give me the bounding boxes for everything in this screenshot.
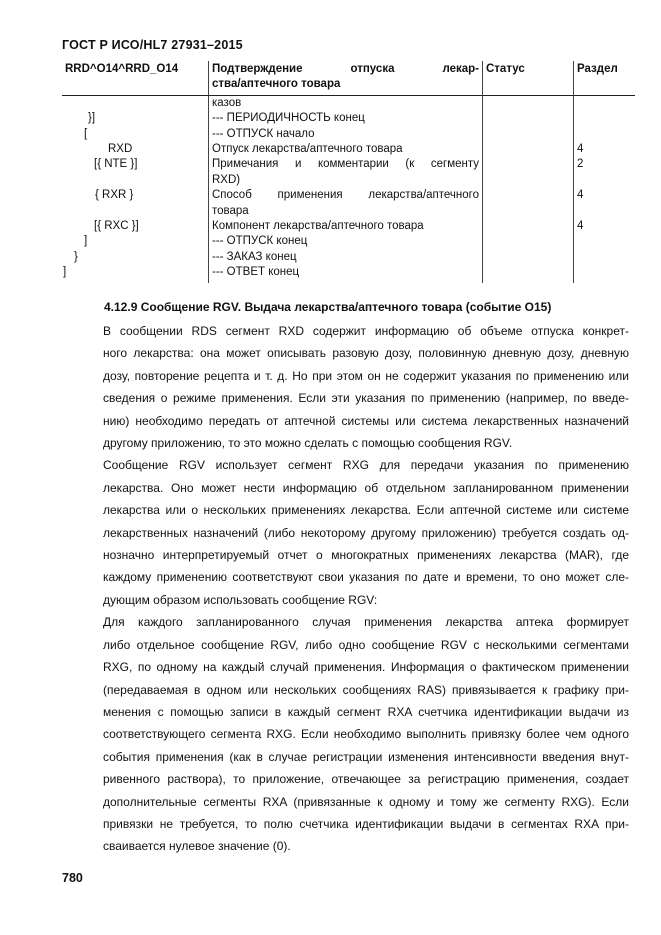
page-number: 780 — [62, 871, 83, 885]
description-cell: --- ОТПУСК начало — [209, 127, 483, 142]
text-line: лекарства или о нескольких применениях лекарства. Если аптечной системе или системе — [103, 503, 629, 518]
section-cell — [574, 265, 636, 282]
status-cell — [483, 265, 574, 282]
section-cell — [574, 111, 636, 126]
text-line: Сообщение RGV использует сегмент RXG для передачи указания по применению — [103, 458, 629, 473]
text-line: соответствующего сегмента RXG. Если необходимо выполнить привязку более чем одного — [103, 727, 629, 742]
section-heading: 4.12.9 Сообщение RGV. Выдача лекарства/аптечного товара (событие О15) — [104, 300, 552, 314]
status-cell — [483, 127, 574, 142]
text-line: либо отдельное сообщение RGV, либо одно сообщение RGV с несколькими сегментами — [103, 637, 629, 652]
text-line: нию) необходимо передать от аптечной системы или система лекарственных назначений — [103, 413, 629, 428]
text-line: лекарственных назначений (либо некоторому другому приложению) требуется создать од- — [103, 525, 629, 540]
segment-cell: [ — [84, 127, 88, 140]
column-header-status: Статус — [483, 61, 574, 95]
text-line: каждому применению соответствуют свои указания по дате и времени, то оно может сле- — [103, 570, 629, 585]
table-row — [62, 111, 635, 126]
column-header-description-line: Подтверждение отпуска лекар- — [212, 63, 479, 75]
description-cell: --- ОТВЕТ конец — [209, 265, 483, 282]
text-line: лекарства. Оно может нести информацию об отдельном запланированном применении — [103, 480, 629, 495]
table-row — [62, 265, 635, 282]
section-cell: 2 — [574, 157, 636, 188]
column-header-section: Раздел — [574, 61, 636, 95]
column-header-segment: RRD^O14^RRD_O14 — [62, 61, 209, 95]
text-line: RXG, по одному на каждый случай применения. Информация о фактическом применении — [103, 660, 629, 675]
text-line: менения с помощью записи в каждый сегмент RXA счетчика идентификации выдачи из — [103, 704, 629, 719]
text-line: дующим образом использовать сообщение RGV: — [103, 592, 378, 607]
table-row — [62, 234, 635, 249]
status-cell — [483, 250, 574, 265]
section-cell: 4 — [574, 142, 636, 157]
text-line: нозначно интерпретируемый отчет о многократных применениях лекарства (MAR), где — [103, 548, 629, 563]
segment-cell: }] — [88, 112, 96, 125]
description-line: RXD) — [212, 173, 241, 186]
text-line: ного лекарства: она может описывать разовую дозу, половинную дневную дозу, дневную — [103, 346, 629, 361]
column-header-description — [209, 61, 483, 95]
paragraph — [62, 320, 629, 454]
description-cell: Компонент лекарства/аптечного товара — [209, 219, 483, 234]
description-cell: казов — [209, 95, 483, 111]
description-cell: Отпуск лекарства/аптечного товара — [209, 142, 483, 157]
text-line: (передаваемая в одном или нескольких сообщениях RAS) привязывается к графику при- — [103, 682, 629, 697]
description-cell: --- ОТПУСК конец — [209, 234, 483, 249]
text-line: привязки не требуется, то полю счетчика идентификации выдачи в сегментах RXA при- — [103, 816, 629, 831]
column-header-description-line: ства/аптечного товара — [212, 78, 341, 91]
text-line: сваивается нулевое значение (0). — [103, 839, 291, 854]
status-cell — [483, 219, 574, 234]
status-cell — [483, 142, 574, 157]
section-cell: 4 — [574, 219, 636, 234]
text-line: Для каждого запланированного случая применения лекарства аптека формирует — [103, 615, 629, 630]
status-cell — [483, 188, 574, 219]
table-row — [62, 219, 635, 234]
text-line: дополнительные сегменты RXA (привязанные к одному и тому же сегменту RXG). Если — [103, 794, 629, 809]
table-row — [62, 127, 635, 142]
table-header-row — [62, 61, 635, 95]
text-line: другому приложению, то это можно сделать с помощью сообщения RGV. — [103, 436, 513, 451]
description-cell: --- ПЕРИОДИЧНОСТЬ конец — [209, 111, 483, 126]
table-row — [62, 142, 635, 157]
description-cell — [209, 157, 483, 188]
text-line: события применения (как в случае регистрации изменения интенсивности введения внут- — [103, 749, 629, 764]
section-cell — [574, 250, 636, 265]
text-line: В сообщении RDS сегмент RXD содержит информацию об объеме отпуска конкрет- — [103, 324, 629, 338]
table-row — [62, 250, 635, 265]
description-cell — [209, 188, 483, 219]
section-cell — [574, 95, 636, 111]
segment-cell: { RXR } — [95, 189, 134, 202]
status-cell — [483, 157, 574, 188]
document-title: ГОСТ Р ИСО/HL7 27931–2015 — [62, 38, 243, 52]
body-text — [62, 320, 629, 858]
segment-cell: RXD — [108, 143, 133, 156]
status-cell — [483, 234, 574, 249]
description-line: Примечания и комментарии (к сегменту — [212, 158, 479, 171]
description-line: Способ применения лекарства/аптечного — [212, 189, 479, 202]
section-cell — [574, 234, 636, 249]
paragraph — [62, 454, 629, 611]
segment-cell: ] — [84, 235, 88, 248]
text-line: ривенного раствора), то приложение, отвечающее за регистрацию применения, создает — [103, 772, 629, 787]
segment-cell: } — [74, 250, 78, 263]
text-line: дозу, повторение рецепта и т. д. Но при этом он не содержит указания по применению или — [103, 368, 629, 383]
description-cell: --- ЗАКАЗ конец — [209, 250, 483, 265]
description-line: товара — [212, 204, 249, 217]
segment-cell: [{ NTE }] — [94, 158, 138, 171]
paragraph — [62, 611, 629, 857]
segment-cell: [{ RXC }] — [94, 220, 139, 233]
segment-cell — [62, 95, 209, 111]
status-cell — [483, 111, 574, 126]
section-cell: 4 — [574, 188, 636, 219]
section-cell — [574, 127, 636, 142]
text-line: сведения о режиме применения. Если эти указания по применению (например, по введе- — [103, 391, 629, 406]
segment-cell: ] — [63, 266, 67, 279]
table-row — [62, 95, 635, 111]
table-row — [62, 188, 635, 219]
message-structure-table — [62, 61, 635, 283]
table-row — [62, 157, 635, 188]
status-cell — [483, 95, 574, 111]
